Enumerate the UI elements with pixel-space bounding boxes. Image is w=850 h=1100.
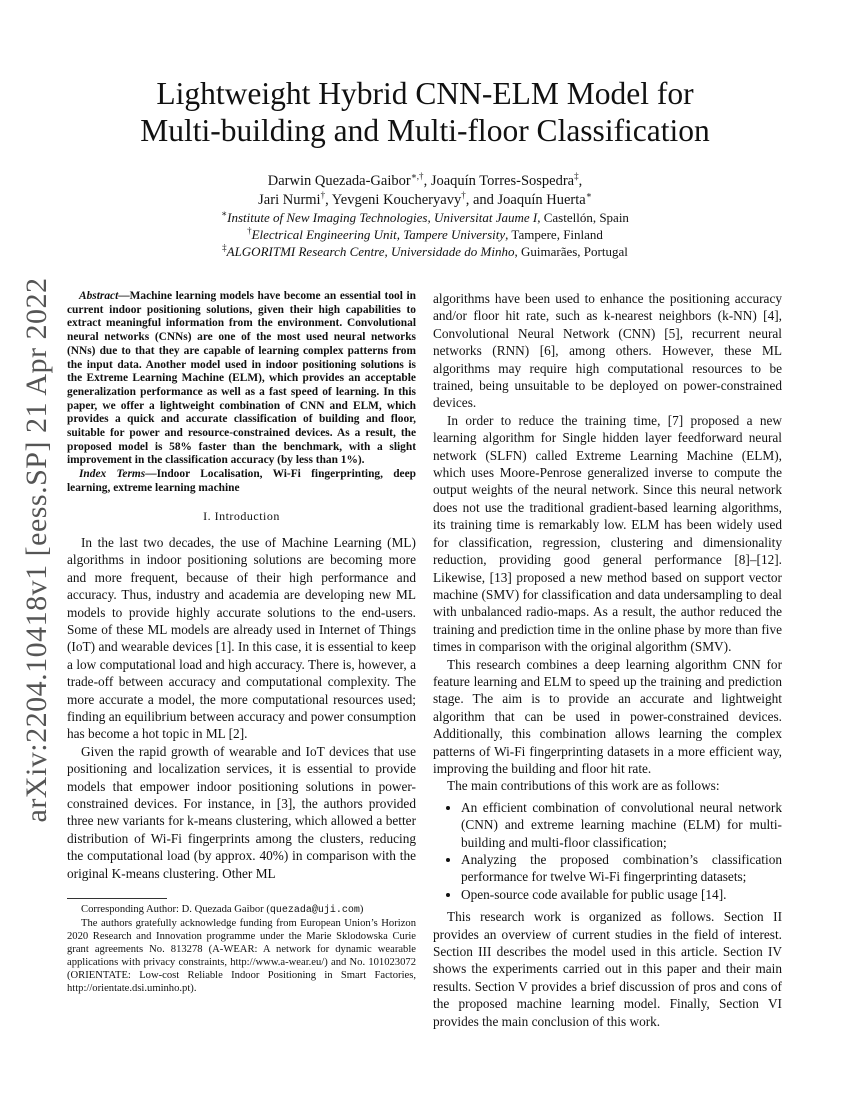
affil-mark: ∗ <box>221 208 228 219</box>
body-paragraph: The main contributions of this work are as follows: <box>447 778 720 794</box>
body-paragraph: This research work is organized as follows. Section II provides an overview of current studies in the field of interest. Section III describes the model used in this article. Section IV shows the experiments carried out in this paper and their main results. Section V provides a brief discussion of pros and cons of the proposed machine learning model. Finally, Section VI provides the main conclusion of this work. <box>433 909 782 1029</box>
body-paragraph: algorithms have been used to enhance the positioning accuracy and/or floor hit rate, such as k-nearest neighbors (k-NN) [4], Convolutional Neural Network (CNN) [5], recurrent neural networks (RNN) [6], among others. However, these ML algorithms may require high computational resources to be trained, being unsuitable to be deployed on power-constrained devices. <box>433 291 782 411</box>
body-paragraph: In the last two decades, the use of Machine Learning (ML) algorithms in indoor positioning solutions are becoming more and more frequent, because of their high performance and accuracy. Thus, industry and academia are developing new ML models to provide highly accurate solutions to the end-users. Some of these ML models are already used in Internet of Things (IoT) and wearable devices [1]. In this case, it is essential to keep a low computational load and high accuracy. There is, however, a trade-off between accuracy and computational complexity. The more accurate a model, the more computational resources used; finding an equilibrium between accuracy and power consumption has become a hot topic in ML [2]. <box>67 534 416 742</box>
abstract <box>67 290 416 468</box>
footnote-funding: The authors gratefully acknowledge funding from European Union’s Horizon 2020 Research and Innovation programme under the Marie Sklodowska Curie grant agreements No. 813278 (A-WEAR: A network for dynamic wearable applications with privacy constraints, http://www.a-wear.eu/) and No. 101023072 (ORIENTATE: Low-cost Reliable Indoor Positioning in Smart Factories, http://orientate.dsi.uminho.pt). <box>67 918 416 995</box>
author-affil-mark: ∗,† <box>410 171 424 182</box>
right-column <box>433 290 782 1030</box>
affiliation-place: , Castellón, Spain <box>537 210 629 225</box>
index-terms <box>67 468 416 495</box>
affiliation-name: Electrical Engineering Unit, Tampere University <box>251 227 506 242</box>
affiliation <box>60 226 790 243</box>
paper-title <box>60 75 790 149</box>
footnote-corresponding <box>67 903 416 917</box>
author-email: quezada@uji.com <box>269 905 360 917</box>
author-name: , Yevgeni Koucheryavy <box>325 192 462 208</box>
author-affil-mark: † <box>461 190 466 201</box>
footnote-text: ) <box>359 904 364 916</box>
index-terms-label: Index Terms <box>79 468 146 481</box>
body-paragraph: In order to reduce the training time, [7] proposed a new learning algorithm for Single hidden layer feedforward neural network (SLFN) called Extreme Learning Machine (ELM), which uses Moore-Penrose generalized inverse to compute the output weights of the neural network. Since this neural network does not use the traditional gradient-based learning algorithms, its training time is remarkably low. ELM has been widely used for classification, regression, clustering and dimensionality reduction, providing good general performance [8]–[12]. Likewise, [13] proposed a new method based on support vector machine (SMV) for classification and data undersampling to deal with unbalanced radio-maps. As a result, the author reduced the training and prediction time in the online phase by more than five times in comparison with the original algorithm (SMV). <box>433 412 782 655</box>
affil-mark: † <box>247 225 252 236</box>
footnote-rule <box>67 898 167 899</box>
body-paragraph: Given the rapid growth of wearable and IoT devices that use positioning and localization services, it is essential to provide models that empower indoor positioning solutions in power-constrained devices. For instance, in [3], the authors provided three new variants for k-means clustering, which allowed a better distribution of Wi-Fi fingerprints among the clusters, reducing the computational load (by approx. 40%) in comparison with the original K-means clustering. Other ML <box>67 743 416 881</box>
author-name: Jari Nurmi <box>258 192 321 208</box>
list-item: • Open-source code available for public usage [14]. <box>461 886 782 903</box>
author-name: , Joaquín Torres-Sospedra <box>423 173 575 189</box>
index-terms-text: —Indoor Localisation, Wi-Fi fingerprinting, deep learning, extreme learning machine <box>67 468 416 494</box>
contribution-list <box>433 799 782 903</box>
footnote-text: Corresponding Author: D. Quezada Gaibor ( <box>81 904 270 916</box>
affiliation-place: , Guimarães, Portugal <box>514 244 628 259</box>
abstract-text: —Machine learning models have become an essential tool in current indoor positioning solutions, given their high capabilities to extract meaningful information from the environment. Convolutional neural networks (CNNs) are one of the most used neural networks (NNs) due to that they are capable of learning complex patterns from the input data. Another model used in indoor positioning solutions is the Extreme Learning Machine (ELM), which provides an acceptable generalization performance as well as a fast speed of learning. In this paper, we offer a lightweight combination of CNN and ELM, which provides a quick and accurate classification of building and floor, suitable for power and resource-constrained devices. As a result, the proposed model is 58% faster than the benchmark, with a slight improvement in the classification accuracy (by less than 1%). <box>67 290 416 467</box>
arxiv-side-stamp: arXiv:2204.10418v1 [eess.SP] 21 Apr 2022 <box>20 277 53 823</box>
affil-mark: ‡ <box>222 242 227 253</box>
body-paragraph: This research combines a deep learning algorithm CNN for feature learning and ELM to speed up the training and prediction stage. The aim is to provide an accurate and lightweight algorithm that can be used in power-constrained devices. Additionally, this combination allows learning the complex patterns of Wi-Fi fingerprinting datasets in a more efficient way, improving the building and floor hit rate. <box>433 656 782 776</box>
affiliation-list <box>60 209 790 260</box>
footnote <box>67 903 416 995</box>
section-heading: I. Introduction <box>203 508 280 523</box>
author-line-1: Darwin Quezada-Gaibor∗,†, Joaquín Torres-Sospedra‡, <box>267 171 583 189</box>
author-name: Darwin Quezada-Gaibor <box>267 173 411 189</box>
left-column <box>67 290 416 995</box>
affiliation-name: Institute of New Imaging Technologies, Universitat Jaume I <box>227 210 538 225</box>
author-affil-mark: ∗ <box>585 190 592 201</box>
list-item: • An efficient combination of convolutional neural network (CNN) and extreme learning machine (ELM) for multi-building and multi-floor classification; <box>461 799 782 851</box>
author-affil-mark: ‡ <box>574 171 579 182</box>
abstract-label: Abstract <box>79 290 119 302</box>
author-affil-mark: † <box>320 190 326 201</box>
author-line-2 <box>60 191 790 210</box>
title-line-2: Multi-building and Multi-floor Classification <box>140 113 710 148</box>
author-name: , and Joaquín Huerta <box>465 192 586 208</box>
list-item: • Analyzing the proposed combination’s classification performance for twelve Wi-Fi fingerprinting datasets; <box>461 851 782 886</box>
title-line-1: Lightweight Hybrid CNN-ELM Model for <box>156 76 694 111</box>
author-list <box>60 172 790 210</box>
affiliation <box>60 243 790 260</box>
affiliation <box>60 209 790 226</box>
affiliation-place: , Tampere, Finland <box>505 227 603 242</box>
affiliation-name: ALGORITMI Research Centre, Universidade do Minho <box>226 244 515 259</box>
